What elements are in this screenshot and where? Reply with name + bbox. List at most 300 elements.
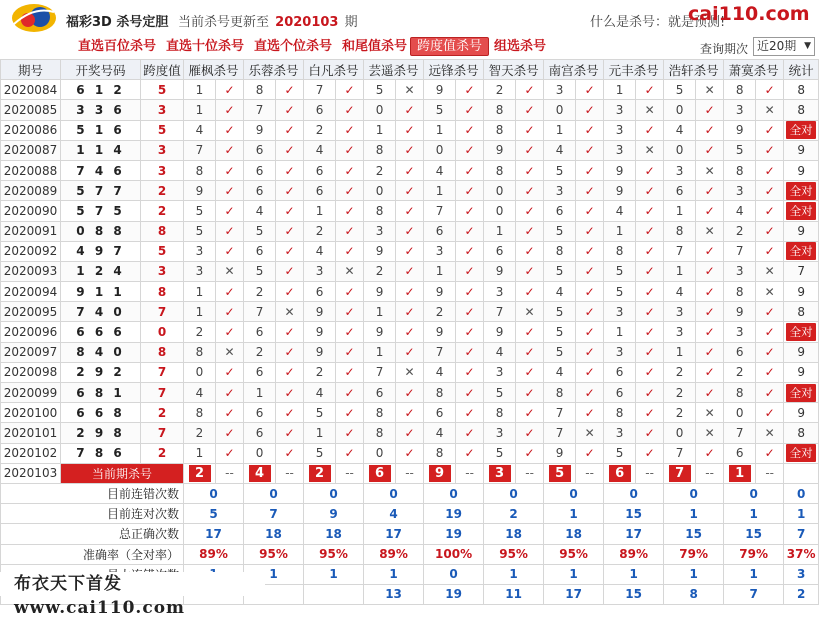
check-icon: ✓: [456, 443, 484, 463]
summary-value: 0: [304, 483, 364, 503]
check-icon: ✓: [696, 181, 724, 201]
check-icon: ✓: [696, 302, 724, 322]
summary-value: 0: [544, 483, 604, 503]
check-icon: ✓: [276, 140, 304, 160]
summary-label: 总正确次数: [1, 524, 184, 544]
summary-value: 0: [424, 564, 484, 584]
stat-cell: 9: [784, 403, 819, 423]
brand-url[interactable]: cai110.com: [688, 3, 810, 25]
kill-cell: 6: [724, 342, 756, 362]
kill-cell: 6: [244, 362, 276, 382]
kill-cell: 8: [724, 160, 756, 180]
summary-value: 95%: [544, 544, 604, 564]
kill-cell: 9: [304, 322, 336, 342]
check-icon: ✓: [276, 322, 304, 342]
check-icon: ✓: [456, 80, 484, 100]
kill-cell: 3: [544, 181, 576, 201]
table-row: [1, 383, 819, 403]
header-row: [1, 60, 819, 80]
period-cell: 2020096: [1, 322, 61, 342]
current-stat: [784, 463, 819, 483]
check-icon: ✓: [456, 181, 484, 201]
kill-cell: 5: [544, 221, 576, 241]
cross-icon: ✕: [396, 362, 424, 382]
check-icon: ✓: [396, 140, 424, 160]
kill-cell: 9: [184, 181, 216, 201]
table-row: [1, 403, 819, 423]
tab-4[interactable]: 跨度值杀号: [410, 37, 489, 56]
check-icon: ✓: [336, 423, 364, 443]
kill-cell: 9: [364, 282, 396, 302]
summary-value: 1: [484, 564, 544, 584]
kill-cell: 1: [604, 322, 636, 342]
kill-cell: 0: [664, 140, 696, 160]
kill-cell: 4: [184, 383, 216, 403]
kill-cell: 2: [364, 261, 396, 281]
kill-cell: 3: [424, 241, 456, 261]
current-kill-badge: 2: [189, 465, 211, 482]
kill-cell: 0: [664, 423, 696, 443]
kill-cell: 8: [364, 403, 396, 423]
cross-icon: ✕: [756, 100, 784, 120]
kill-cell: 8: [244, 80, 276, 100]
cross-icon: ✕: [216, 342, 244, 362]
kill-cell: 3: [604, 342, 636, 362]
check-icon: ✓: [696, 443, 724, 463]
cross-icon: ✕: [756, 423, 784, 443]
check-icon: ✓: [216, 403, 244, 423]
summary-value: 19: [424, 524, 484, 544]
kill-cell: 9: [364, 322, 396, 342]
check-icon: ✓: [216, 302, 244, 322]
kill-cell: 3: [724, 100, 756, 120]
summary-value: 13: [364, 584, 424, 604]
check-icon: ✓: [336, 362, 364, 382]
kill-cell: 6: [304, 282, 336, 302]
check-icon: ✓: [276, 362, 304, 382]
kill-cell: 8: [604, 403, 636, 423]
kill-cell: 8: [484, 100, 516, 120]
summary-value: 18: [304, 524, 364, 544]
draw-cell: 2 9 8: [61, 423, 141, 443]
kill-cell: 7: [304, 80, 336, 100]
kill-cell: 8: [184, 403, 216, 423]
check-icon: ✓: [216, 160, 244, 180]
current-dash: --: [756, 463, 784, 483]
summary-value: 1: [724, 564, 784, 584]
check-icon: ✓: [516, 342, 544, 362]
kill-cell: 6: [604, 383, 636, 403]
kill-cell: 1: [664, 342, 696, 362]
check-icon: ✓: [456, 241, 484, 261]
check-icon: ✓: [636, 261, 664, 281]
tab-1[interactable]: 直选十位杀号: [166, 39, 245, 54]
draw-cell: 8 4 0: [61, 342, 141, 362]
tab-3[interactable]: 和尾值杀号: [342, 39, 408, 54]
kill-cell: 8: [364, 140, 396, 160]
col-expert-0: 雁枫杀号: [184, 60, 244, 80]
kill-cell: 8: [484, 120, 516, 140]
summary-value: 1: [544, 564, 604, 584]
check-icon: ✓: [516, 100, 544, 120]
summary-value: [304, 584, 364, 604]
kill-cell: 2: [304, 120, 336, 140]
cross-icon: ✕: [696, 80, 724, 100]
kill-cell: 4: [484, 342, 516, 362]
check-icon: ✓: [276, 201, 304, 221]
span-cell: 7: [141, 423, 184, 443]
table-row: [1, 120, 819, 140]
check-icon: ✓: [456, 221, 484, 241]
check-icon: ✓: [696, 201, 724, 221]
cross-icon: ✕: [516, 302, 544, 322]
summary-value: 0: [604, 483, 664, 503]
table-row: [1, 423, 819, 443]
kill-cell: 0: [184, 362, 216, 382]
summary-value: 2: [484, 504, 544, 524]
draw-cell: 6 8 1: [61, 383, 141, 403]
check-icon: ✓: [396, 241, 424, 261]
check-icon: ✓: [696, 140, 724, 160]
kill-cell: 1: [304, 201, 336, 221]
check-icon: ✓: [276, 403, 304, 423]
stat-cell: [784, 322, 819, 342]
check-icon: ✓: [516, 383, 544, 403]
kill-cell: 5: [304, 403, 336, 423]
summary-row: [1, 544, 819, 564]
check-icon: ✓: [636, 120, 664, 140]
current-kill-cell: [604, 463, 636, 483]
period-cell: 2020093: [1, 261, 61, 281]
check-icon: ✓: [276, 282, 304, 302]
stat-cell: 9: [784, 282, 819, 302]
span-cell: 8: [141, 221, 184, 241]
kill-cell: 0: [544, 100, 576, 120]
draw-cell: 1 2 4: [61, 261, 141, 281]
check-icon: ✓: [216, 241, 244, 261]
table-row: [1, 201, 819, 221]
check-icon: ✓: [336, 322, 364, 342]
all-correct-badge: 全对: [786, 323, 816, 341]
table-row: [1, 282, 819, 302]
summary-value: 8: [664, 584, 724, 604]
stat-cell: [784, 383, 819, 403]
table-row: [1, 100, 819, 120]
kill-cell: 0: [364, 181, 396, 201]
kill-cell: 4: [664, 120, 696, 140]
all-correct-badge: 全对: [786, 384, 816, 402]
check-icon: ✓: [576, 80, 604, 100]
summary-stat: 2: [784, 584, 819, 604]
check-icon: ✓: [336, 160, 364, 180]
check-icon: ✓: [576, 403, 604, 423]
kill-cell: 3: [184, 241, 216, 261]
check-icon: ✓: [756, 120, 784, 140]
check-icon: ✓: [456, 302, 484, 322]
table-row: [1, 261, 819, 281]
check-icon: ✓: [516, 120, 544, 140]
current-kill-badge: 6: [609, 465, 631, 482]
summary-value: 79%: [724, 544, 784, 564]
kill-cell: 6: [244, 241, 276, 261]
check-icon: ✓: [396, 302, 424, 322]
summary-value: 17: [544, 584, 604, 604]
cross-icon: ✕: [696, 160, 724, 180]
kill-cell: 1: [484, 221, 516, 241]
check-icon: ✓: [336, 100, 364, 120]
kill-cell: 1: [604, 221, 636, 241]
cross-icon: ✕: [696, 221, 724, 241]
current-dash: --: [516, 463, 544, 483]
check-icon: ✓: [756, 241, 784, 261]
kill-cell: 7: [484, 302, 516, 322]
kill-cell: 7: [184, 140, 216, 160]
summary-value: 95%: [304, 544, 364, 564]
kill-cell: 4: [544, 362, 576, 382]
summary-value: 89%: [184, 544, 244, 564]
kill-cell: 0: [364, 443, 396, 463]
cross-icon: ✕: [636, 100, 664, 120]
current-kill-badge: 1: [729, 465, 751, 482]
check-icon: ✓: [576, 362, 604, 382]
current-dash: --: [216, 463, 244, 483]
check-icon: ✓: [696, 322, 724, 342]
period-cell: 2020084: [1, 80, 61, 100]
check-icon: ✓: [456, 342, 484, 362]
tab-5[interactable]: 组选杀号: [494, 39, 547, 54]
check-icon: ✓: [516, 241, 544, 261]
check-icon: ✓: [396, 160, 424, 180]
check-icon: ✓: [696, 261, 724, 281]
kill-cell: 9: [364, 241, 396, 261]
check-icon: ✓: [756, 160, 784, 180]
check-icon: ✓: [276, 423, 304, 443]
check-icon: ✓: [576, 383, 604, 403]
check-icon: ✓: [276, 261, 304, 281]
check-icon: ✓: [336, 443, 364, 463]
draw-cell: 7 4 0: [61, 302, 141, 322]
summary-label: 准确率（全对率）: [1, 544, 184, 564]
col-expert-1: 乐蓉杀号: [244, 60, 304, 80]
period-cell: 2020095: [1, 302, 61, 322]
kill-cell: 3: [604, 140, 636, 160]
check-icon: ✓: [276, 80, 304, 100]
kill-cell: 4: [604, 201, 636, 221]
stat-cell: 9: [784, 140, 819, 160]
col-expert-4: 远锋杀号: [424, 60, 484, 80]
check-icon: ✓: [576, 160, 604, 180]
kill-cell: 9: [484, 261, 516, 281]
cross-icon: ✕: [756, 282, 784, 302]
check-icon: ✓: [516, 201, 544, 221]
kill-cell: 5: [424, 100, 456, 120]
summary-value: 7: [244, 504, 304, 524]
span-cell: 3: [141, 160, 184, 180]
check-icon: ✓: [576, 282, 604, 302]
span-cell: 0: [141, 322, 184, 342]
check-icon: ✓: [756, 362, 784, 382]
kill-cell: 9: [304, 302, 336, 322]
check-icon: ✓: [396, 120, 424, 140]
kill-cell: 5: [544, 261, 576, 281]
summary-value: 0: [244, 483, 304, 503]
check-icon: ✓: [336, 221, 364, 241]
kill-cell: 9: [424, 80, 456, 100]
stat-cell: [784, 181, 819, 201]
stat-cell: [784, 241, 819, 261]
kill-cell: 3: [724, 181, 756, 201]
kill-cell: 8: [424, 383, 456, 403]
tab-0[interactable]: 直选百位杀号: [78, 39, 157, 54]
header: [0, 0, 818, 36]
check-icon: ✓: [636, 181, 664, 201]
check-icon: ✓: [516, 140, 544, 160]
kill-cell: 7: [544, 403, 576, 423]
summary-value: 1: [604, 564, 664, 584]
period-filter-label: 查询期次: [700, 42, 749, 56]
kill-cell: 5: [364, 80, 396, 100]
check-icon: ✓: [636, 362, 664, 382]
check-icon: ✓: [336, 140, 364, 160]
summary-value: 15: [664, 524, 724, 544]
period-cell: 2020085: [1, 100, 61, 120]
check-icon: ✓: [516, 443, 544, 463]
kill-cell: 9: [544, 443, 576, 463]
table-row: [1, 221, 819, 241]
summary-value: 7: [724, 584, 784, 604]
span-cell: 5: [141, 80, 184, 100]
check-icon: ✓: [636, 241, 664, 261]
cross-icon: ✕: [396, 80, 424, 100]
table-row: [1, 302, 819, 322]
table-row: [1, 342, 819, 362]
check-icon: ✓: [756, 443, 784, 463]
kill-cell: 9: [604, 181, 636, 201]
kill-cell: 5: [244, 221, 276, 241]
period-cell: 2020091: [1, 221, 61, 241]
cross-icon: ✕: [696, 403, 724, 423]
kill-cell: 2: [304, 221, 336, 241]
kill-cell: 9: [424, 322, 456, 342]
check-icon: ✓: [396, 423, 424, 443]
kill-cell: 2: [664, 383, 696, 403]
check-icon: ✓: [456, 322, 484, 342]
kill-cell: 8: [184, 342, 216, 362]
kill-cell: 6: [604, 362, 636, 382]
kill-cell: 1: [184, 282, 216, 302]
kill-cell: 7: [364, 362, 396, 382]
draw-cell: 1 1 4: [61, 140, 141, 160]
kill-cell: 4: [184, 120, 216, 140]
kill-cell: 2: [724, 362, 756, 382]
tab-2[interactable]: 直选个位杀号: [254, 39, 333, 54]
summary-stat: 0: [784, 483, 819, 503]
kill-cell: 4: [424, 160, 456, 180]
stat-cell: 8: [784, 100, 819, 120]
cross-icon: ✕: [576, 423, 604, 443]
check-icon: ✓: [636, 302, 664, 322]
draw-cell: 7 4 6: [61, 160, 141, 180]
current-dash: --: [396, 463, 424, 483]
summary-row: [1, 524, 819, 544]
check-icon: ✓: [216, 201, 244, 221]
check-icon: ✓: [756, 201, 784, 221]
summary-value: 89%: [604, 544, 664, 564]
check-icon: ✓: [516, 282, 544, 302]
period-cell: 2020089: [1, 181, 61, 201]
check-icon: ✓: [456, 423, 484, 443]
check-icon: ✓: [216, 383, 244, 403]
kill-cell: 2: [184, 322, 216, 342]
span-cell: 5: [141, 120, 184, 140]
summary-value: 19: [424, 504, 484, 524]
kill-cell: 1: [364, 302, 396, 322]
summary-value: 18: [244, 524, 304, 544]
check-icon: ✓: [396, 282, 424, 302]
kill-cell: 1: [184, 100, 216, 120]
summary-value: 18: [544, 524, 604, 544]
kill-cell: 5: [544, 342, 576, 362]
check-icon: ✓: [216, 100, 244, 120]
draw-cell: 3 3 6: [61, 100, 141, 120]
check-icon: ✓: [396, 383, 424, 403]
check-icon: ✓: [456, 362, 484, 382]
check-icon: ✓: [336, 282, 364, 302]
period-select[interactable]: 近20期 ▼: [753, 37, 815, 56]
kill-cell: 8: [484, 160, 516, 180]
check-icon: ✓: [636, 160, 664, 180]
current-kill-cell: [244, 463, 276, 483]
check-icon: ✓: [516, 423, 544, 443]
kill-cell: 5: [184, 221, 216, 241]
kill-cell: 3: [304, 261, 336, 281]
kill-cell: 2: [244, 342, 276, 362]
kill-cell: 8: [424, 443, 456, 463]
update-period: 2020103: [275, 15, 339, 30]
summary-value: 17: [364, 524, 424, 544]
summary-value: 1: [304, 564, 364, 584]
kill-cell: 7: [424, 342, 456, 362]
check-icon: ✓: [576, 342, 604, 362]
kill-cell: 6: [304, 160, 336, 180]
kill-cell: 8: [604, 241, 636, 261]
current-kill-badge: 5: [549, 465, 571, 482]
current-kill-cell: [184, 463, 216, 483]
current-dash: --: [636, 463, 664, 483]
kill-cell: 1: [364, 120, 396, 140]
check-icon: ✓: [216, 120, 244, 140]
kill-cell: 6: [244, 181, 276, 201]
kill-cell: 5: [544, 160, 576, 180]
draw-cell: 6 1 2: [61, 80, 141, 100]
check-icon: ✓: [756, 322, 784, 342]
logo-icon: [10, 2, 58, 34]
summary-value: 15: [724, 524, 784, 544]
kill-cell: 7: [244, 302, 276, 322]
check-icon: ✓: [396, 403, 424, 423]
span-cell: 2: [141, 443, 184, 463]
check-icon: ✓: [336, 181, 364, 201]
kill-cell: 4: [304, 241, 336, 261]
draw-cell: 5 7 5: [61, 201, 141, 221]
summary-stat: 3: [784, 564, 819, 584]
stat-cell: 8: [784, 423, 819, 443]
kill-cell: 7: [664, 443, 696, 463]
kill-cell: 8: [184, 160, 216, 180]
current-kill-cell: [664, 463, 696, 483]
check-icon: ✓: [516, 322, 544, 342]
check-icon: ✓: [396, 342, 424, 362]
